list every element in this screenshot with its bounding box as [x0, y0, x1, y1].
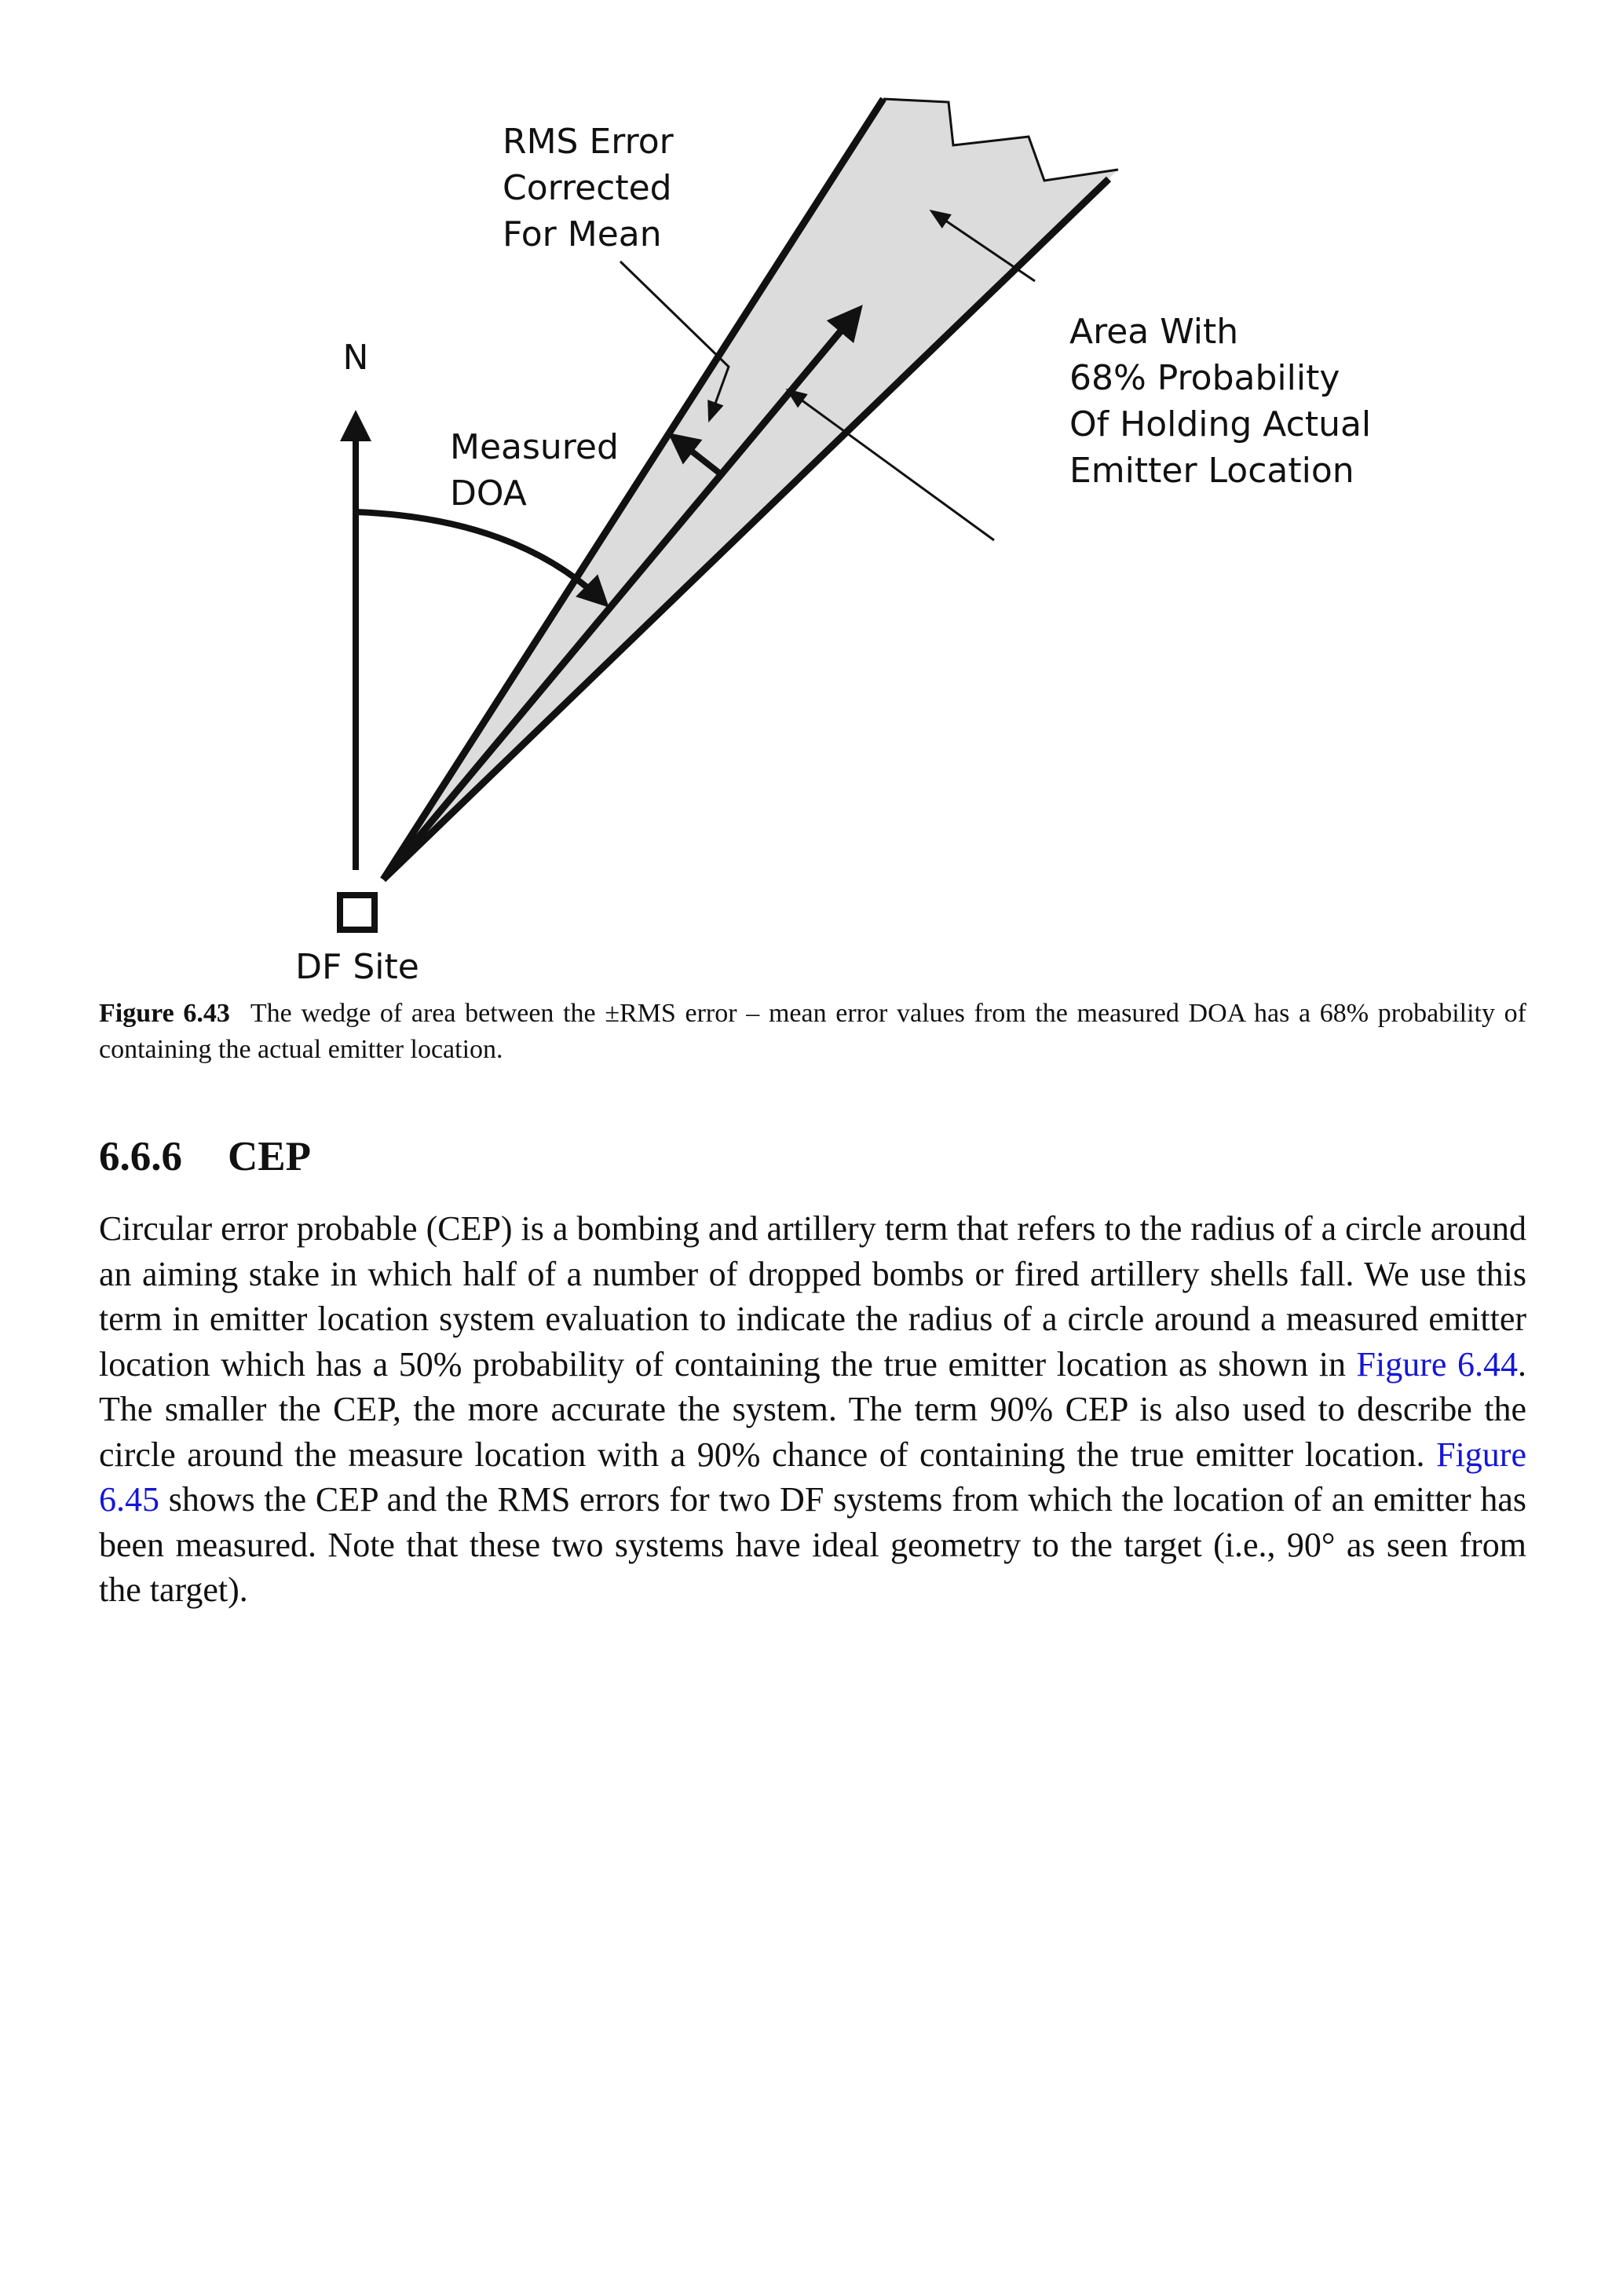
lower-error-bound-line	[383, 179, 1109, 879]
area-label-line-4: Emitter Location	[1069, 451, 1354, 491]
area-label-line-2: 68% Probability	[1069, 358, 1340, 398]
doa-label-line-2: DOA	[450, 473, 527, 514]
section-heading	[99, 1129, 311, 1184]
area-label-line-1: Area With	[1069, 312, 1239, 352]
figure-6-44-link[interactable]: Figure 6.44	[1356, 1344, 1518, 1384]
figure-6-43	[0, 0, 1623, 989]
df-site-marker	[340, 895, 375, 930]
body-text-part-1: Circular error probable (CEP) is a bombing and artillery term that refers to the radius of a circle around an aiming stake in which half of a number of dropped bombs or fired artillery shells fall. We use this term in emitter location system evaluation to indicate the radius of a circle around a measured emitter location which has a 50% probability of containing the true emitter location as shown in	[99, 1209, 1527, 1384]
area-label-line-3: Of Holding Actual	[1069, 404, 1372, 444]
rms-label-line-3: For Mean	[503, 214, 662, 254]
figure-6-45-link[interactable]: Figure 6.45	[99, 1435, 1526, 1519]
measured-doa-line	[383, 310, 858, 879]
df-site-label: DF Site	[295, 947, 419, 987]
body-paragraph	[99, 1206, 1526, 1613]
body-text-part-2: . The smaller the CEP, the more accurate the system. The term 90% CEP is also used to describe the circle around the measure location with a 90% chance of containing the true emitter location.	[99, 1344, 1526, 1474]
doa-label-line-1: Measured	[450, 427, 619, 467]
area-label-pointer-bottom	[789, 391, 994, 540]
section-number: 6.6.6	[99, 1134, 182, 1179]
rms-label-line-2: Corrected	[503, 168, 672, 208]
body-text-part-3: shows the CEP and the RMS errors for two DF systems from which the location of an emitter has been measured. Note that these two systems have ideal geometry to the target (i.e., 90° as seen from the target).	[99, 1480, 1526, 1609]
doa-error-diagram	[0, 0, 1623, 989]
caption-text: The wedge of area between the ±RMS error – mean error values from the measured DOA has a 68% probability of containing the actual emitter location.	[99, 999, 1526, 1064]
figure-caption	[99, 996, 1526, 1068]
north-label: N	[342, 338, 369, 378]
section-title: CEP	[228, 1134, 311, 1179]
caption-label: Figure 6.43	[99, 999, 230, 1028]
rms-label-line-1: RMS Error	[503, 122, 674, 162]
